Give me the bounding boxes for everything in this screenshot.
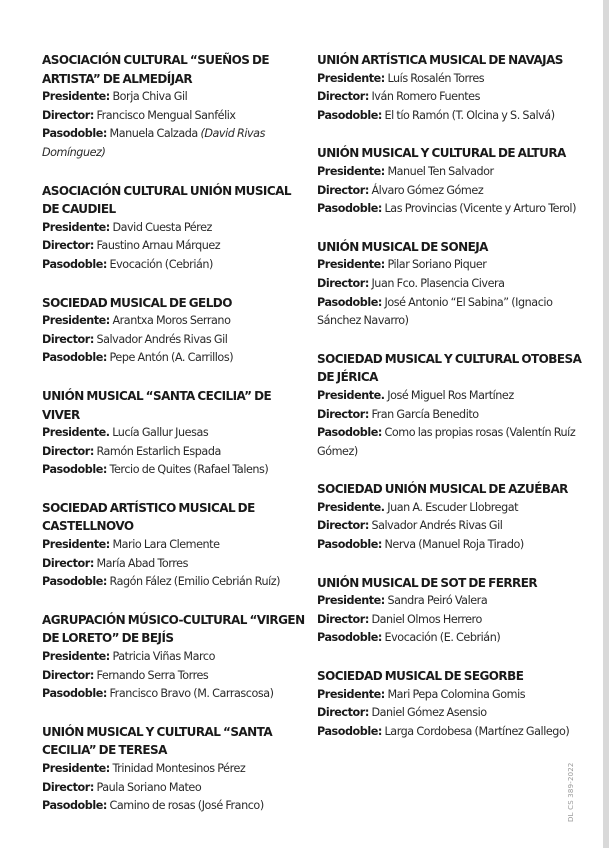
pasodoble-row (317, 107, 589, 126)
band-title: UNIÓN MUSICAL DE SOT DE FERRER (317, 575, 538, 590)
director-label: Director (42, 668, 90, 682)
pasodoble-label: Pasodoble (42, 257, 103, 271)
pasodoble-title: Camino de rosas (José Franco) (109, 799, 264, 813)
president-name: Trinidad Montesinos Pérez (112, 762, 246, 775)
pasodoble-title: Francisco Bravo (M. Carrascosa) (109, 687, 274, 701)
label-separator: : (377, 108, 382, 122)
president-row (317, 256, 589, 275)
pasodoble-row (42, 573, 310, 592)
president-name: Borja Chiva Gil (112, 90, 188, 104)
president-row (42, 536, 310, 555)
label-separator: : (102, 351, 107, 365)
band-entry (42, 387, 310, 480)
label-separator: : (380, 71, 385, 85)
band-title: SOCIEDAD ARTÍSTICO MUSICAL DE CASTELLNOVO (42, 500, 255, 534)
band-entry (317, 350, 589, 462)
director-row (42, 555, 310, 574)
label-separator: : (377, 202, 382, 216)
director-label: Director (42, 332, 90, 346)
president-label: Presidente (42, 538, 106, 552)
left-column (42, 51, 310, 835)
band-entry (42, 723, 310, 816)
label-separator: : (380, 164, 385, 178)
pasodoble-row (42, 256, 310, 275)
president-name: Lucía Gallur Juesas (112, 426, 209, 440)
band-entry (317, 574, 589, 648)
pasodoble-label: Pasodoble (317, 295, 378, 309)
right-column (317, 51, 589, 760)
president-name: Arantxa Moros Serrano (112, 314, 231, 328)
label-separator: : (89, 780, 94, 794)
president-label: Presidente (317, 258, 381, 272)
label-separator: : (377, 724, 382, 738)
director-label: Director (317, 519, 365, 533)
pasodoble-label: Pasodoble (317, 108, 378, 122)
label-separator: : (364, 519, 369, 533)
president-label: Presidente (317, 71, 381, 85)
label-separator: : (102, 687, 107, 701)
director-row (42, 667, 310, 686)
pasodoble-label: Pasodoble (42, 351, 103, 365)
pasodoble-title: Ragón Fález (Emilio Cebrián Ruíz) (109, 575, 281, 589)
band-title: SOCIEDAD UNIÓN MUSICAL DE AZUÉBAR (317, 482, 568, 497)
director-row (42, 779, 310, 798)
pasodoble-label: Pasodoble (317, 538, 378, 552)
pasodoble-row (317, 424, 589, 461)
president-row (42, 424, 310, 443)
label-separator: . (380, 500, 385, 514)
label-separator: : (89, 668, 94, 682)
label-separator: : (105, 538, 110, 552)
director-name: Daniel Gómez Asensio (371, 706, 487, 720)
pasodoble-label: Pasodoble (317, 631, 378, 645)
director-name: María Abad Torres (96, 556, 188, 570)
pasodoble-row (42, 461, 310, 480)
director-label: Director (317, 612, 365, 626)
director-label: Director (317, 276, 365, 290)
director-name: Faustino Arnau Márquez (96, 239, 221, 253)
president-label: Presidente (42, 762, 106, 775)
band-entry (317, 144, 589, 218)
pasodoble-row (317, 629, 589, 648)
president-label: Presidente (317, 687, 381, 701)
pasodoble-label: Pasodoble (42, 463, 103, 477)
pasodoble-row (42, 797, 310, 816)
label-separator: : (364, 183, 369, 197)
pasodoble-row (42, 349, 310, 368)
label-separator: : (377, 538, 382, 552)
pasodoble-row (42, 125, 310, 162)
president-row (42, 88, 310, 107)
president-label: Presidente (317, 500, 381, 514)
director-name: Juan Fco. Plasencia Civera (371, 276, 505, 290)
director-label: Director (42, 444, 90, 458)
label-separator: : (102, 799, 107, 813)
band-title: UNIÓN MUSICAL Y CULTURAL DE ALTURA (317, 146, 566, 161)
label-separator: : (380, 687, 385, 701)
band-entry (317, 51, 589, 125)
label-separator: : (105, 762, 110, 775)
pasodoble-title: Las Provincias (Vicente y Arturo Terol) (384, 202, 576, 216)
director-name: Fran García Benedito (371, 407, 479, 421)
label-separator: : (105, 220, 110, 234)
band-title: SOCIEDAD MUSICAL Y CULTURAL OTOBESA DE JÉRICA (317, 351, 582, 385)
pasodoble-title: Larga Cordobesa (Martínez Gallego) (384, 724, 570, 738)
director-row (42, 443, 310, 462)
band-title: UNIÓN MUSICAL Y CULTURAL “SANTA CECILIA” DE TERESA (42, 724, 273, 758)
label-separator: : (364, 90, 369, 104)
president-label: Presidente (42, 220, 106, 234)
president-label: Presidente (317, 388, 381, 402)
label-separator: : (89, 556, 94, 570)
pasodoble-title: Nerva (Manuel Roja Tirado) (384, 538, 524, 552)
label-separator: : (377, 426, 382, 440)
president-label: Presidente (42, 650, 106, 664)
label-separator: : (102, 575, 107, 589)
band-entry (317, 667, 589, 741)
pasodoble-row (42, 685, 310, 704)
band-title: AGRUPACIÓN MÚSICO-CULTURAL “VIRGEN DE LORETO” DE BEJÍS (42, 612, 305, 646)
director-label: Director (317, 90, 365, 104)
director-row (42, 237, 310, 256)
label-separator: . (105, 426, 110, 440)
band-entry (317, 238, 589, 331)
president-row (317, 592, 589, 611)
director-name: Salvador Andrés Rivas Gil (371, 519, 503, 533)
label-separator: : (364, 706, 369, 720)
president-row (42, 312, 310, 331)
band-title: SOCIEDAD MUSICAL DE SEGORBE (317, 669, 524, 684)
pasodoble-title: Como las propias rosas (Valentín Ruíz Gómez) (317, 426, 576, 458)
legal-deposit-note: DL CS 389-2022 (567, 762, 575, 822)
label-separator: : (89, 332, 94, 346)
president-row (317, 686, 589, 705)
pasodoble-title: Pepe Antón (A. Carrillos) (109, 351, 234, 365)
pasodoble-row (317, 200, 589, 219)
director-name: Francisco Mengual Sanfélix (96, 108, 236, 122)
president-name: Manuel Ten Salvador (387, 164, 494, 178)
pasodoble-title: El tío Ramón (T. Olcina y S. Salvá) (384, 108, 555, 122)
president-name: David Cuesta Pérez (112, 220, 212, 234)
president-row (42, 760, 310, 779)
director-row (317, 182, 589, 201)
director-name: Ramón Estarlich Espada (96, 444, 221, 458)
label-separator: : (89, 239, 94, 253)
label-separator: : (377, 631, 382, 645)
director-row (317, 406, 589, 425)
director-name: Fernando Serra Torres (96, 668, 209, 682)
band-title: UNIÓN ARTÍSTICA MUSICAL DE NAVAJAS (317, 53, 563, 67)
president-name: Pilar Soriano Piquer (387, 258, 487, 272)
pasodoble-label: Pasodoble (317, 724, 378, 738)
president-name: Mari Pepa Colomina Gomis (387, 687, 526, 701)
pasodoble-title: Evocación (Cebrián) (109, 257, 213, 271)
president-name: Mario Lara Clemente (112, 538, 220, 552)
band-entry (42, 611, 310, 704)
pasodoble-row (317, 723, 589, 742)
label-separator: . (380, 388, 385, 402)
pasodoble-label: Pasodoble (42, 799, 103, 813)
president-label: Presidente (42, 314, 106, 328)
director-row (317, 704, 589, 723)
label-separator: : (102, 463, 107, 477)
label-separator: : (105, 650, 110, 664)
pasodoble-label: Pasodoble (42, 127, 103, 141)
pasodoble-title: José Antonio “El Sabina” (Ignacio Sánchez Navarro) (317, 295, 553, 328)
band-entry (42, 182, 310, 275)
president-row (317, 70, 589, 89)
president-row (42, 648, 310, 667)
band-title: UNIÓN MUSICAL DE SONEJA (317, 239, 488, 254)
president-label: Presidente (42, 90, 106, 104)
pasodoble-label: Pasodoble (42, 575, 103, 589)
director-name: Iván Romero Fuentes (371, 90, 480, 104)
band-title: ASOCIACIÓN CULTURAL UNIÓN MUSICAL DE CAUDIEL (42, 183, 291, 217)
president-name: Luís Rosalén Torres (387, 71, 485, 85)
president-name: José Miguel Ros Martínez (387, 388, 514, 402)
president-label: Presidente (42, 426, 106, 440)
label-separator: : (102, 127, 107, 141)
label-separator: : (364, 276, 369, 290)
band-entry (42, 51, 310, 163)
director-label: Director (42, 239, 90, 253)
president-row (317, 499, 589, 518)
director-row (317, 517, 589, 536)
director-label: Director (42, 556, 90, 570)
label-separator: : (364, 612, 369, 626)
director-label: Director (42, 108, 90, 122)
pasodoble-label: Pasodoble (317, 426, 378, 440)
director-row (42, 107, 310, 126)
director-name: Daniel Olmos Herrero (371, 612, 482, 626)
pasodoble-row (317, 536, 589, 555)
director-label: Director (317, 407, 365, 421)
director-row (42, 331, 310, 350)
band-entry (317, 480, 589, 554)
pasodoble-title: Evocación (E. Cebrián) (384, 631, 501, 645)
pasodoble-author: (David Rivas Domínguez) (42, 127, 265, 159)
pasodoble-title: Manuela Calzada (109, 127, 198, 141)
label-separator: : (377, 295, 382, 309)
president-row (42, 219, 310, 238)
president-row (317, 163, 589, 182)
president-name: Juan A. Escuder Llobregat (387, 500, 519, 514)
label-separator: : (102, 257, 107, 271)
director-name: Paula Soriano Mateo (96, 780, 202, 794)
president-name: Sandra Peiró Valera (387, 594, 488, 608)
label-separator: : (380, 594, 385, 608)
pasodoble-label: Pasodoble (317, 202, 378, 216)
pasodoble-label: Pasodoble (42, 687, 103, 701)
president-label: Presidente (317, 594, 381, 608)
director-name: Salvador Andrés Rivas Gil (96, 332, 228, 346)
president-label: Presidente (317, 164, 381, 178)
label-separator: : (364, 407, 369, 421)
pasodoble-title: Tercio de Quites (Rafael Talens) (109, 463, 269, 477)
band-entry (42, 499, 310, 592)
band-title: UNIÓN MUSICAL “SANTA CECILIA” DE VIVER (42, 388, 272, 422)
director-row (317, 275, 589, 294)
director-row (317, 611, 589, 630)
label-separator: : (89, 108, 94, 122)
label-separator: : (380, 258, 385, 272)
label-separator: : (105, 90, 110, 104)
director-label: Director (317, 706, 365, 720)
band-title: ASOCIACIÓN CULTURAL “SUEÑOS DE ARTISTA” DE ALMEDÍJAR (42, 53, 270, 86)
director-name: Álvaro Gómez Gómez (371, 183, 484, 197)
director-label: Director (42, 780, 90, 794)
band-title: SOCIEDAD MUSICAL DE GELDO (42, 295, 232, 310)
band-entry (42, 294, 310, 368)
director-row (317, 88, 589, 107)
page-edge-shadow (603, 0, 609, 848)
label-separator: : (89, 444, 94, 458)
president-name: Patricia Viñas Marco (112, 650, 216, 664)
director-label: Director (317, 183, 365, 197)
pasodoble-row (317, 294, 589, 331)
label-separator: : (105, 314, 110, 328)
president-row (317, 387, 589, 406)
